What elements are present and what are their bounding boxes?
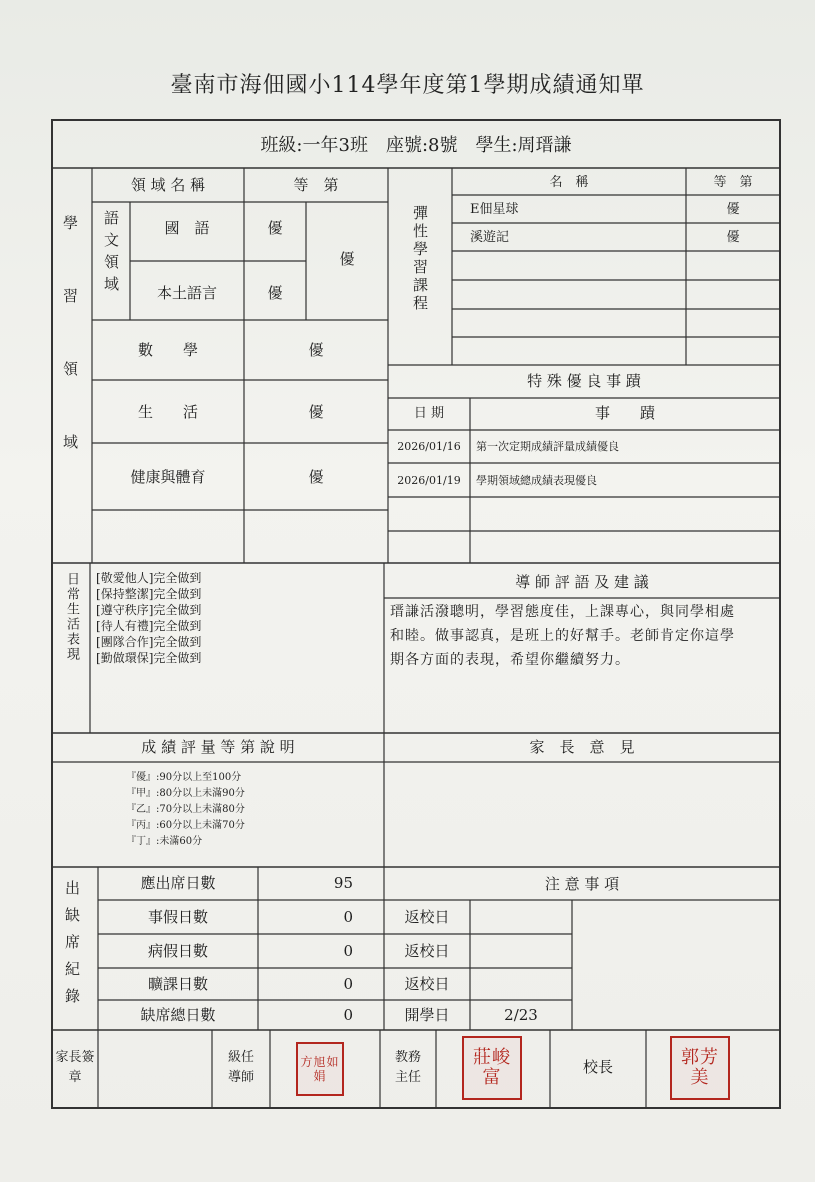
notes-title: 注 意 事 項 bbox=[544, 875, 620, 893]
col-course-grade: 等 第 bbox=[713, 175, 753, 190]
principal-label: 校長 bbox=[582, 1058, 613, 1076]
daily-life-item: [團隊合作]完全做到 bbox=[96, 635, 202, 649]
daily-life-item: [遵守秩序]完全做到 bbox=[96, 603, 202, 617]
daily-life-list bbox=[96, 570, 201, 666]
teacher-comment-title: 導 師 評 語 及 建 議 bbox=[515, 573, 649, 591]
grading-line: 『丁』:未滿60分 bbox=[126, 836, 203, 847]
daily-life-item: [勤做環保]完全做到 bbox=[96, 651, 202, 665]
grading-line: 『乙』:70分以上未滿80分 bbox=[126, 804, 245, 815]
grade-native-language: 優 bbox=[267, 284, 283, 302]
school-start-value: 2/23 bbox=[504, 1006, 538, 1024]
parent-opinion-title: 家 長 意 見 bbox=[529, 738, 635, 756]
course-grade-2: 優 bbox=[726, 230, 740, 245]
grade-math: 優 bbox=[308, 341, 324, 359]
homeroom-teacher-stamp: 方旭如娟 bbox=[296, 1042, 344, 1096]
document-title: 臺南市海佃國小114學年度第1學期成績通知單 bbox=[170, 73, 645, 98]
homeroom-teacher-label: 級任導師 bbox=[227, 1050, 254, 1085]
course-name-1: E佃星球 bbox=[470, 202, 519, 217]
achievement-event-2: 學期領域總成績表現優良 bbox=[476, 474, 597, 487]
academic-director-stamp: 莊峻富 bbox=[462, 1036, 522, 1100]
return-date-label-2: 返校日 bbox=[404, 942, 450, 960]
achievement-event-1: 第一次定期成績評量成績優良 bbox=[476, 440, 619, 453]
principal-stamp: 郭芳美 bbox=[670, 1036, 730, 1100]
grading-scale-list bbox=[126, 770, 245, 850]
subject-life: 生 活 bbox=[137, 403, 198, 421]
grade-life: 優 bbox=[308, 403, 324, 421]
grade-chinese: 優 bbox=[267, 219, 283, 237]
subject-native-language: 本土語言 bbox=[156, 284, 217, 302]
achievements-title: 特 殊 優 良 事 蹟 bbox=[527, 372, 641, 390]
course-name-2: 溪遊記 bbox=[470, 230, 510, 245]
col-achievement-event: 事 蹟 bbox=[594, 404, 655, 422]
attendance-truancy-label: 曠課日數 bbox=[147, 975, 208, 993]
school-start-label: 開學日 bbox=[404, 1006, 450, 1024]
subject-chinese: 國 語 bbox=[164, 219, 210, 237]
student-info-header: 班級:一年3班 座號:8號 學生:周瑨謙 bbox=[260, 135, 572, 156]
attendance-total-absence-label: 缺席總日數 bbox=[140, 1006, 216, 1024]
daily-life-item: [保持整潔]完全做到 bbox=[96, 587, 202, 601]
subject-health-pe: 健康與體育 bbox=[130, 468, 206, 486]
daily-life-side-label: 日常生活表現 bbox=[64, 572, 79, 662]
teacher-comment-text: 瑨謙活潑聰明，學習態度佳，上課專心，與同學相處和睦。做事認真，是班上的好幫手。老師肯定你這學期各方面的表現，希望你繼續努力。 bbox=[390, 604, 735, 668]
attendance-required-value: 95 bbox=[333, 874, 353, 892]
learning-area-side-label: 學習領域 bbox=[61, 215, 79, 507]
course-grade-1: 優 bbox=[726, 202, 740, 217]
grade-health-pe: 優 bbox=[308, 468, 324, 486]
col-area-name: 領 域 名 稱 bbox=[130, 176, 206, 194]
attendance-required-label: 應出席日數 bbox=[140, 874, 216, 892]
flex-courses-side-label: 彈性學習課程 bbox=[411, 205, 429, 313]
return-date-label-1: 返校日 bbox=[404, 908, 450, 926]
col-achievement-date: 日 期 bbox=[413, 406, 445, 421]
attendance-personal-leave-value: 0 bbox=[343, 908, 353, 926]
achievement-date-2: 2026/01/19 bbox=[397, 474, 461, 487]
attendance-side-label: 出缺席紀錄 bbox=[63, 880, 81, 1015]
grading-line: 『優』:90分以上至100分 bbox=[126, 772, 242, 783]
grading-scale-title: 成 績 評 量 等 第 說 明 bbox=[141, 738, 295, 756]
attendance-total-absence-value: 0 bbox=[343, 1006, 353, 1024]
parent-signature-label: 家長簽章 bbox=[55, 1050, 95, 1085]
grading-line: 『甲』:80分以上未滿90分 bbox=[126, 788, 245, 799]
grading-line: 『丙』:60分以上未滿70分 bbox=[126, 820, 245, 831]
attendance-sick-leave-label: 病假日數 bbox=[147, 942, 208, 960]
language-group-label: 語文領域 bbox=[102, 210, 120, 298]
daily-life-item: [敬愛他人]完全做到 bbox=[96, 571, 202, 585]
return-date-label-3: 返校日 bbox=[404, 975, 450, 993]
col-course-name: 名 稱 bbox=[549, 175, 589, 190]
grade-language-overall: 優 bbox=[339, 250, 355, 268]
attendance-personal-leave-label: 事假日數 bbox=[147, 908, 208, 926]
col-area-grade: 等 第 bbox=[293, 176, 339, 194]
daily-life-item: [待人有禮]完全做到 bbox=[96, 619, 202, 633]
academic-director-label: 教務主任 bbox=[394, 1050, 421, 1085]
attendance-truancy-value: 0 bbox=[343, 975, 353, 993]
attendance-sick-leave-value: 0 bbox=[343, 942, 353, 960]
subject-math: 數 學 bbox=[137, 341, 198, 359]
achievement-date-1: 2026/01/16 bbox=[397, 440, 461, 453]
